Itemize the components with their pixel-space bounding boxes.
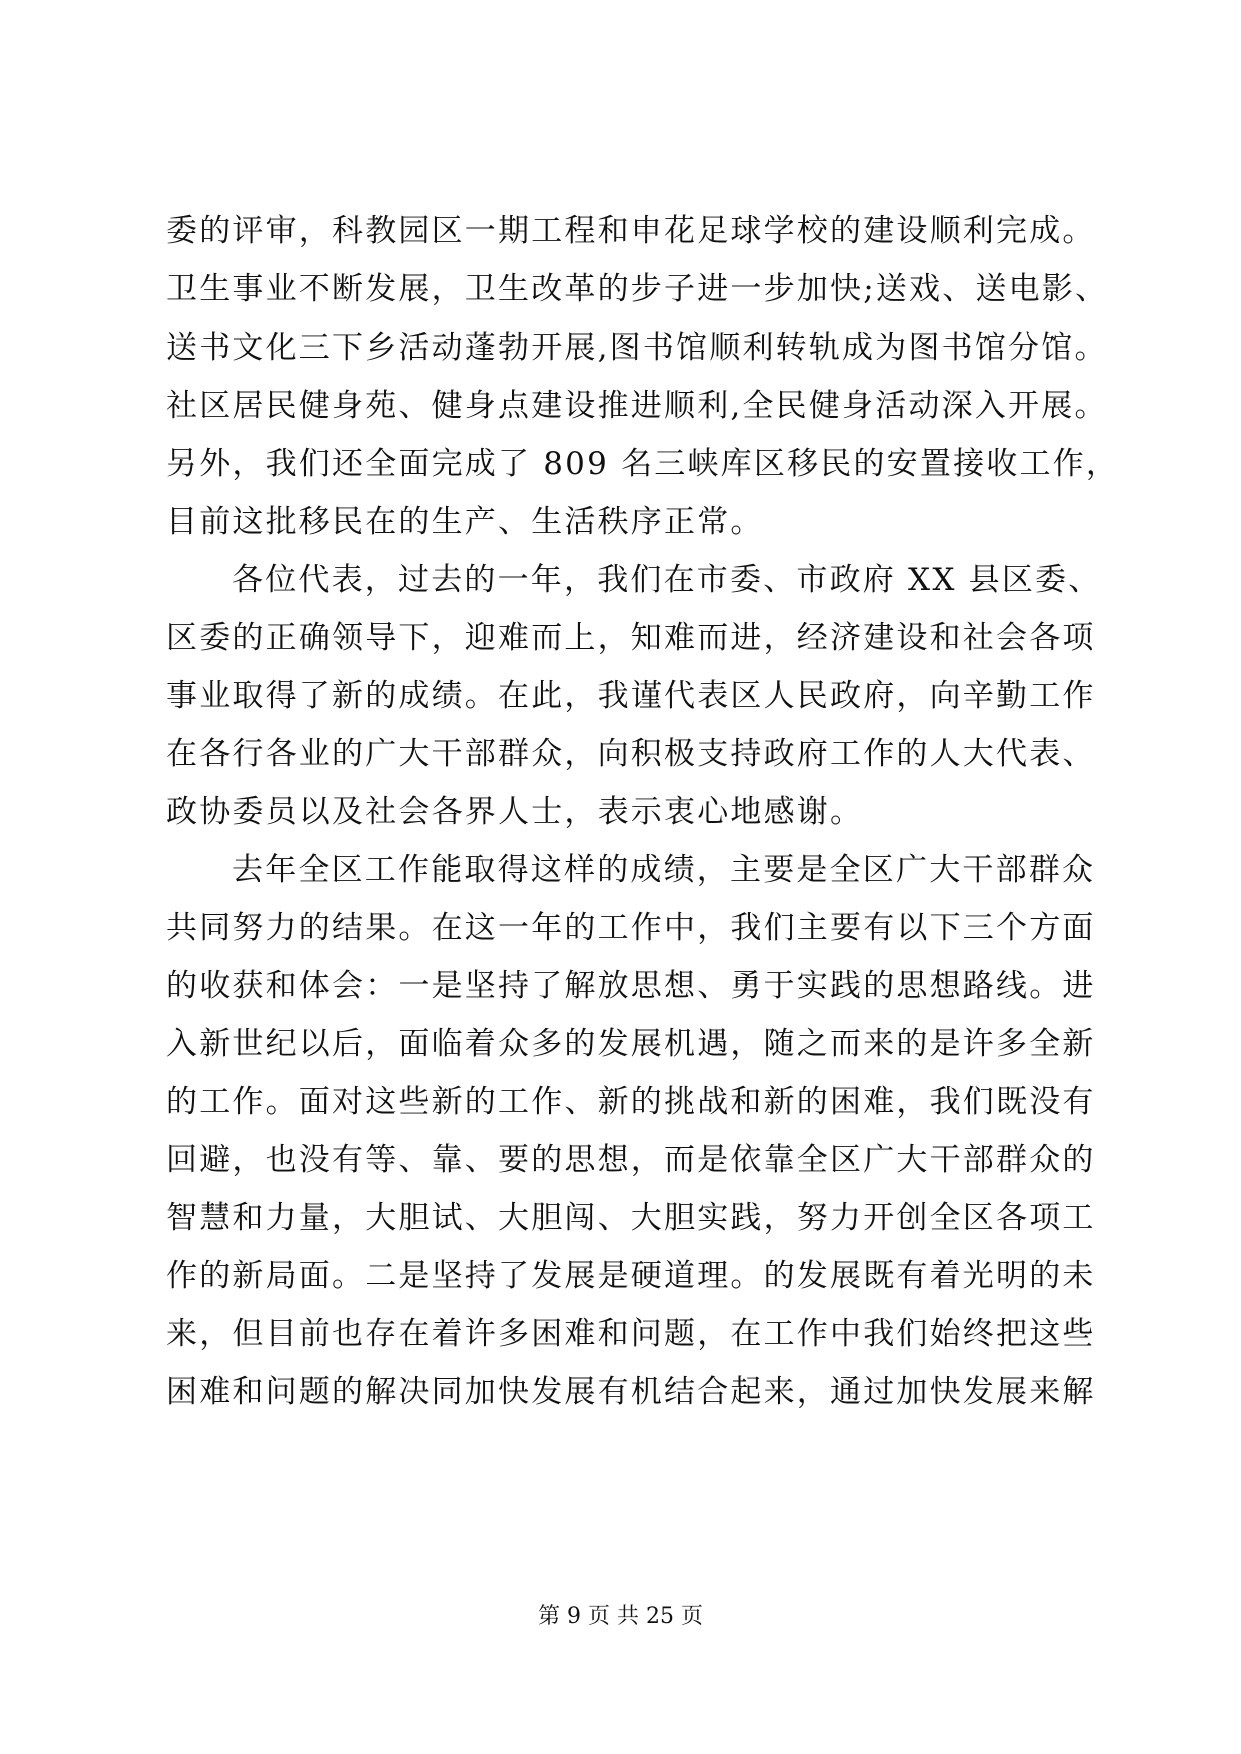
paragraph-line: 事业取得了新的成绩。在此，我谨代表区人民政府，向辛勤工作 <box>166 678 1096 714</box>
paragraph-line: 送书文化三下乡活动蓬勃开展,图书馆顺利转轨成为图书馆分馆。 <box>166 330 1108 366</box>
paragraph-line: 各位代表，过去的一年，我们在市委、市政府 XX 县区委、 <box>232 562 1102 598</box>
paragraph-line: 来，但目前也存在着许多困难和问题，在工作中我们始终把这些 <box>166 1316 1096 1352</box>
paragraph-line: 回避，也没有等、靠、要的思想，而是依靠全区广大干部群众的 <box>166 1142 1096 1178</box>
paragraph-line: 的工作。面对这些新的工作、新的挑战和新的困难，我们既没有 <box>166 1084 1096 1120</box>
paragraph-line: 在各行各业的广大干部群众，向积极支持政府工作的人大代表、 <box>166 736 1096 772</box>
paragraph-line: 卫生事业不断发展，卫生改革的步子进一步加快;送戏、送电影、 <box>166 271 1109 307</box>
paragraph-line: 入新世纪以后，面临着众多的发展机遇，随之而来的是许多全新 <box>166 1026 1096 1062</box>
paragraph-line: 目前这批移民在的生产、生活秩序正常。 <box>166 504 764 540</box>
paragraph-line: 去年全区工作能取得这样的成绩，主要是全区广大干部群众 <box>232 852 1096 888</box>
paragraph-line: 的收获和体会：一是坚持了解放思想、勇于实践的思想路线。进 <box>166 968 1096 1004</box>
paragraph-line: 社区居民健身苑、健身点建设推进顺利,全民健身活动深入开展。 <box>166 388 1108 424</box>
paragraph-line: 困难和问题的解决同加快发展有机结合起来，通过加快发展来解 <box>166 1374 1096 1410</box>
paragraph-line: 作的新局面。二是坚持了发展是硬道理。的发展既有着光明的未 <box>166 1258 1096 1294</box>
paragraph-line: 区委的正确领导下，迎难而上，知难而进，经济建设和社会各项 <box>166 620 1096 656</box>
paragraph-line: 政协委员以及社会各界人士，表示衷心地感谢。 <box>166 794 864 830</box>
paragraph-line: 共同努力的结果。在这一年的工作中，我们主要有以下三个方面 <box>166 910 1096 946</box>
page-number-footer: 第 9 页 共 25 页 <box>538 1604 703 1629</box>
paragraph-line: 另外，我们还全面完成了 809 名三峡库区移民的安置接收工作， <box>166 446 1120 482</box>
paragraph-line: 委的评审，科教园区一期工程和申花足球学校的建设顺利完成。 <box>166 213 1096 249</box>
paragraph-line: 智慧和力量，大胆试、大胆闯、大胆实践，努力开创全区各项工 <box>166 1200 1096 1236</box>
